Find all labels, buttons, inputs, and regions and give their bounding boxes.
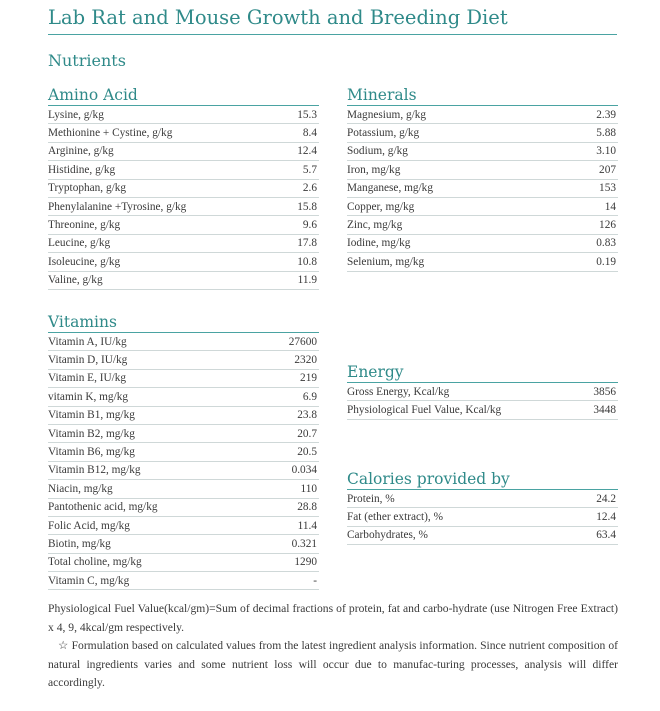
page-title: Lab Rat and Mouse Growth and Breeding Diet [48, 4, 617, 35]
row-value: 12.4 [297, 145, 317, 158]
minerals-table [347, 85, 618, 272]
row-label: Gross Energy, Kcal/kg [347, 385, 450, 398]
table-row [48, 517, 319, 535]
amino-acid-heading: Amino Acid [48, 85, 319, 106]
row-value: 3.10 [596, 145, 616, 158]
table-row [48, 462, 319, 480]
row-label: Vitamin B2, mg/kg [48, 427, 135, 440]
table-row [347, 143, 618, 161]
row-value: - [313, 574, 317, 587]
energy-table [347, 362, 618, 420]
row-value: 11.9 [297, 274, 317, 287]
row-label: Methionine + Cystine, g/kg [48, 127, 173, 140]
row-label: Vitamin D, IU/kg [48, 354, 128, 367]
row-value: 2.39 [596, 108, 616, 121]
row-value: 11.4 [297, 519, 317, 532]
row-value: 20.7 [297, 427, 317, 440]
minerals-heading: Minerals [347, 85, 618, 106]
table-row [48, 161, 319, 179]
table-row [48, 554, 319, 572]
row-label: vitamin K, mg/kg [48, 390, 129, 403]
row-label: Copper, mg/kg [347, 200, 415, 213]
table-row [347, 383, 618, 401]
row-label: Manganese, mg/kg [347, 182, 433, 195]
table-row [48, 443, 319, 461]
calories-table [347, 469, 618, 545]
amino-acid-table [48, 85, 319, 290]
row-value: 24.2 [596, 492, 616, 505]
table-row [347, 180, 618, 198]
row-value: 153 [599, 182, 616, 195]
row-label: Fat (ether extract), % [347, 511, 443, 524]
table-row [48, 143, 319, 161]
table-row [347, 253, 618, 271]
row-value: 23.8 [297, 409, 317, 422]
row-label: Isoleucine, g/kg [48, 255, 121, 268]
row-value: 2.6 [302, 182, 317, 195]
row-label: Vitamin B12, mg/kg [48, 464, 141, 477]
table-row [48, 106, 319, 124]
row-label: Niacin, mg/kg [48, 482, 113, 495]
row-label: Potassium, g/kg [347, 127, 420, 140]
minerals-rows [347, 106, 618, 272]
row-value: 10.8 [297, 255, 317, 268]
row-label: Lysine, g/kg [48, 108, 104, 121]
table-row [48, 499, 319, 517]
section-title-nutrients: Nutrients [48, 51, 126, 70]
row-value: 15.3 [297, 108, 317, 121]
row-label: Arginine, g/kg [48, 145, 114, 158]
table-row [347, 508, 618, 526]
row-value: 15.8 [297, 200, 317, 213]
vitamins-rows [48, 333, 319, 590]
table-row [347, 198, 618, 216]
row-label: Leucine, g/kg [48, 237, 111, 250]
table-row [48, 124, 319, 142]
table-row [48, 425, 319, 443]
table-row [48, 235, 319, 253]
footnotes [48, 600, 618, 693]
table-row [48, 180, 319, 198]
table-row [347, 106, 618, 124]
vitamins-table [48, 312, 319, 590]
row-label: Physiological Fuel Value, Kcal/kg [347, 404, 502, 417]
row-value: 0.321 [291, 537, 317, 550]
row-value: 3448 [593, 404, 616, 417]
row-value: 8.4 [302, 127, 317, 140]
row-value: 63.4 [596, 529, 616, 542]
table-row [48, 572, 319, 590]
row-value: 5.7 [302, 163, 317, 176]
row-value: 207 [599, 163, 616, 176]
row-label: Sodium, g/kg [347, 145, 408, 158]
row-label: Tryptophan, g/kg [48, 182, 127, 195]
row-value: 219 [300, 372, 317, 385]
row-label: Iodine, mg/kg [347, 237, 411, 250]
row-value: 20.5 [297, 446, 317, 459]
table-row [347, 216, 618, 234]
calories-heading: Calories provided by [347, 469, 618, 490]
row-label: Zinc, mg/kg [347, 219, 403, 232]
table-row [48, 333, 319, 351]
row-label: Carbohydrates, % [347, 529, 428, 542]
table-row [48, 480, 319, 498]
table-row [48, 351, 319, 369]
row-value: 0.83 [596, 237, 616, 250]
row-label: Total choline, mg/kg [48, 556, 142, 569]
row-label: Biotin, mg/kg [48, 537, 111, 550]
row-value: 12.4 [596, 511, 616, 524]
energy-heading: Energy [347, 362, 618, 383]
formulation-note: ☆ Formulation based on calculated values from the latest ingredient analysis information. Since nutrient composition of natural ingredients varies and some nutrient loss will occur due to manufac-turing processes, analysis will differ accordingly. [48, 639, 618, 689]
row-value: 1290 [294, 556, 317, 569]
row-label: Selenium, mg/kg [347, 255, 425, 268]
vitamins-heading: Vitamins [48, 312, 319, 333]
table-row [347, 124, 618, 142]
row-label: Magnesium, g/kg [347, 108, 427, 121]
table-row [48, 388, 319, 406]
row-value: 3856 [593, 385, 616, 398]
row-label: Iron, mg/kg [347, 163, 401, 176]
row-value: 126 [599, 219, 616, 232]
row-value: 27600 [288, 335, 317, 348]
row-value: 14 [604, 200, 616, 213]
table-row [48, 272, 319, 290]
table-row [347, 490, 618, 508]
row-value: 5.88 [596, 127, 616, 140]
row-value: 28.8 [297, 501, 317, 514]
row-label: Vitamin A, IU/kg [48, 335, 127, 348]
table-row [347, 401, 618, 419]
row-value: 110 [300, 482, 317, 495]
table-row [48, 370, 319, 388]
table-row [347, 527, 618, 545]
table-row [347, 235, 618, 253]
calories-rows [347, 490, 618, 545]
amino-acid-rows [48, 106, 319, 290]
table-row [48, 535, 319, 553]
row-value: 0.034 [291, 464, 317, 477]
row-value: 0.19 [596, 255, 616, 268]
row-label: Phenylalanine +Tyrosine, g/kg [48, 200, 187, 213]
row-label: Vitamin B1, mg/kg [48, 409, 135, 422]
row-label: Pantothenic acid, mg/kg [48, 501, 158, 514]
table-row [48, 216, 319, 234]
row-label: Vitamin B6, mg/kg [48, 446, 135, 459]
row-value: 17.8 [297, 237, 317, 250]
row-label: Vitamin E, IU/kg [48, 372, 127, 385]
row-label: Valine, g/kg [48, 274, 103, 287]
fuel-value-note: Physiological Fuel Value(kcal/gm)=Sum of decimal fractions of protein, fat and carbo-hydrate (use Nitrogen Free Extract) x 4, 9, 4kcal/gm respectively. [48, 602, 618, 634]
row-value: 9.6 [302, 219, 317, 232]
table-row [48, 253, 319, 271]
row-label: Vitamin C, mg/kg [48, 574, 130, 587]
table-row [48, 198, 319, 216]
row-label: Protein, % [347, 492, 395, 505]
row-label: Folic Acid, mg/kg [48, 519, 130, 532]
table-row [347, 161, 618, 179]
row-label: Threonine, g/kg [48, 219, 121, 232]
row-value: 6.9 [302, 390, 317, 403]
row-value: 2320 [294, 354, 317, 367]
row-label: Histidine, g/kg [48, 163, 116, 176]
table-row [48, 407, 319, 425]
energy-rows [347, 383, 618, 420]
